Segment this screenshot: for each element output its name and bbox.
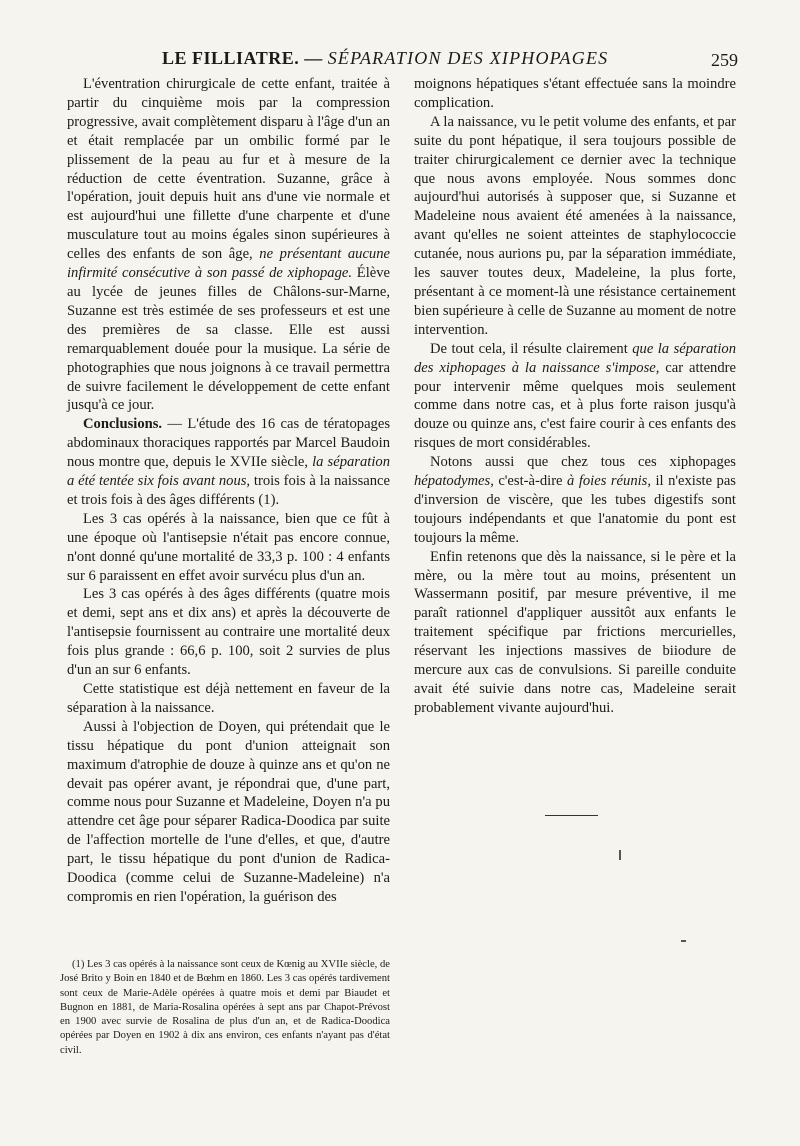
paragraph: A la naissance, vu le petit volume des enfants, et par suite du pont hépatique, il sera toujours possible de traiter chirurgicalement ce dernier avec la technique que nous avons employée. Nous sommes donc aujourd'hui autorisés à supposer que, si Suzanne et Madeleine nous avaient été amenées à la naissance, avant qu'elles ne soient atteintes de staphylococcie cutanée, nous aurions pu, par la séparation immédiate, les sauver toutes deux, Madeleine, la plus forte, présentant à ce moment-là une résistance certainement bien supérieure à celle de Suzanne au moment de notre intervention.: [414, 113, 736, 338]
paragraph: Enfin retenons que dès la naissance, si le père et la mère, ou la mère tout au moins, présentent un Wassermann positif, par mesure préventive, il me paraît rationnel d'appliquer aussitôt aux enfants le traitement spécifique par frictions mercurielles, réservant les injections massives de biiodure de mercure aux cas de convulsions. Si pareille conduite avait été suivie dans notre cas, Madeleine serait probablement vivante aujourd'hui.: [414, 548, 736, 716]
author-name: LE FILLIATRE. —: [162, 48, 328, 68]
print-speck: [619, 850, 621, 860]
century: XVIIe: [229, 454, 268, 471]
conclusions-heading: Conclusions.: [83, 416, 163, 433]
end-rule: [545, 815, 598, 816]
right-column: [414, 75, 736, 718]
paragraph: De tout cela, il résulte clairement que la séparation des xiphopages à la naissance s'impose, car attendre pour intervenir même quelques mois seulement comme dans notre cas, et à plus forte raison jusqu'à douze ou quinze ans, c'est faire courir à ces enfants des risques de mort considérables.: [414, 340, 736, 452]
running-header: [60, 38, 750, 78]
paragraph: Notons aussi que chez tous ces xiphopages hépatodymes, c'est-à-dire à foies réunis, il n'existe pas d'inversion de viscère, que les tubes digestifs sont toujours indépendants et que l'anatomie du pont est toujours la même.: [414, 454, 736, 546]
footnote: (1) Les 3 cas opérés à la naissance sont ceux de Kœnig au XVIIe siècle, de José Brito y Boin en 1840 et de Bœhm en 1860. Les 3 cas opérés tardivement sont ceux de Marie-Adèle opérées à quatre mois et demi par Biaudet et Bugnon en 1881, de Maria-Rosalina opérées à sept ans par Chapot-Prévost en 1900 avec survie de Rosalina de plus d'un an, et de Radica-Doodica opérées par Doyen en 1902 à dix ans environ, ces enfants n'ayant pas d'état civil.: [60, 959, 391, 1056]
paragraph: L'éventration chirurgicale de cette enfant, traitée à partir du cinquième mois par la compression progressive, avait complètement disparu à l'âge d'un an et était remplacée par un ombilic formé par le plissement de la peau au fur et à mesure de la réduction de cette éventration. Suzanne, grâce à l'opération, jouit depuis huit ans d'une vie normale et est aujourd'hui une fillette d'une charpente et d'une musculature tout au moins égales sinon supérieures à celles des enfants de son âge, ne présentant aucune infirmité consécutive à son passé de xiphopage. Élève au lycée de jeunes filles de Châlons-sur-Marne, Suzanne est très estimée de ses professeurs et est une des premières de sa classe. Elle est aussi remarquablement douée pour la musique. La série de photographies que nous joignons à ce travail permettra de suivre facilement le développement de cette enfant jusqu'à ce jour.: [67, 76, 390, 414]
paragraph: Les 3 cas opérés à la naissance, bien que ce fût à une époque où l'antisepsie n'était pas encore connue, n'ont donné qu'une mortalité de 33,3 p. 100 : 4 enfants sur 6 paraissent en effet avoir survécu plus d'un an.: [67, 510, 390, 584]
conclusions-paragraph: Conclusions. — L'étude des 16 cas de tératopages abdominaux thoraciques rapportés par Marcel Baudoin nous montre que, depuis le XVIIe siècle, la séparation a été tentée six fois avant nous, trois fois à la naissance et trois fois à des âges différents (1).: [67, 416, 390, 508]
article-title: SÉPARATION DES XIPHOPAGES: [327, 48, 609, 68]
print-speck: [681, 940, 686, 942]
century: XVIIe: [320, 959, 348, 970]
paragraph: moignons hépatiques s'étant effectuée sans la moindre complication.: [414, 76, 736, 111]
paragraph: Aussi à l'objection de Doyen, qui prétendait que le tissu hépatique du pont d'union atteignait son maximum d'atrophie de douze à quinze ans et qu'on ne devait pas opérer avant, je répondrai que, d'une part, comme nous pour Suzanne et Madeleine, Doyen n'a pu attendre cet âge pour séparer Radica-Doodica par suite de l'affection mortelle de l'une d'elles, et que, d'autre part, le tissu hépatique du pont d'union de Radica-Doodica (comme celui de Suzanne-Madeleine) n'a compromis en rien l'opération, la guérison des: [67, 718, 390, 905]
left-column: [67, 75, 390, 907]
paragraph: Cette statistique est déjà nettement en faveur de la séparation à la naissance.: [67, 681, 390, 716]
page-number: 259: [711, 50, 738, 70]
paragraph: Les 3 cas opérés à des âges différents (quatre mois et demi, sept ans et dix ans) et après la découverte de l'antisepsie fournissent au contraire une mortalité deux fois plus grande : 66,6 p. 100, soit 2 survies de plus d'un an sur 6 enfants.: [67, 586, 390, 679]
running-title: [162, 48, 608, 69]
